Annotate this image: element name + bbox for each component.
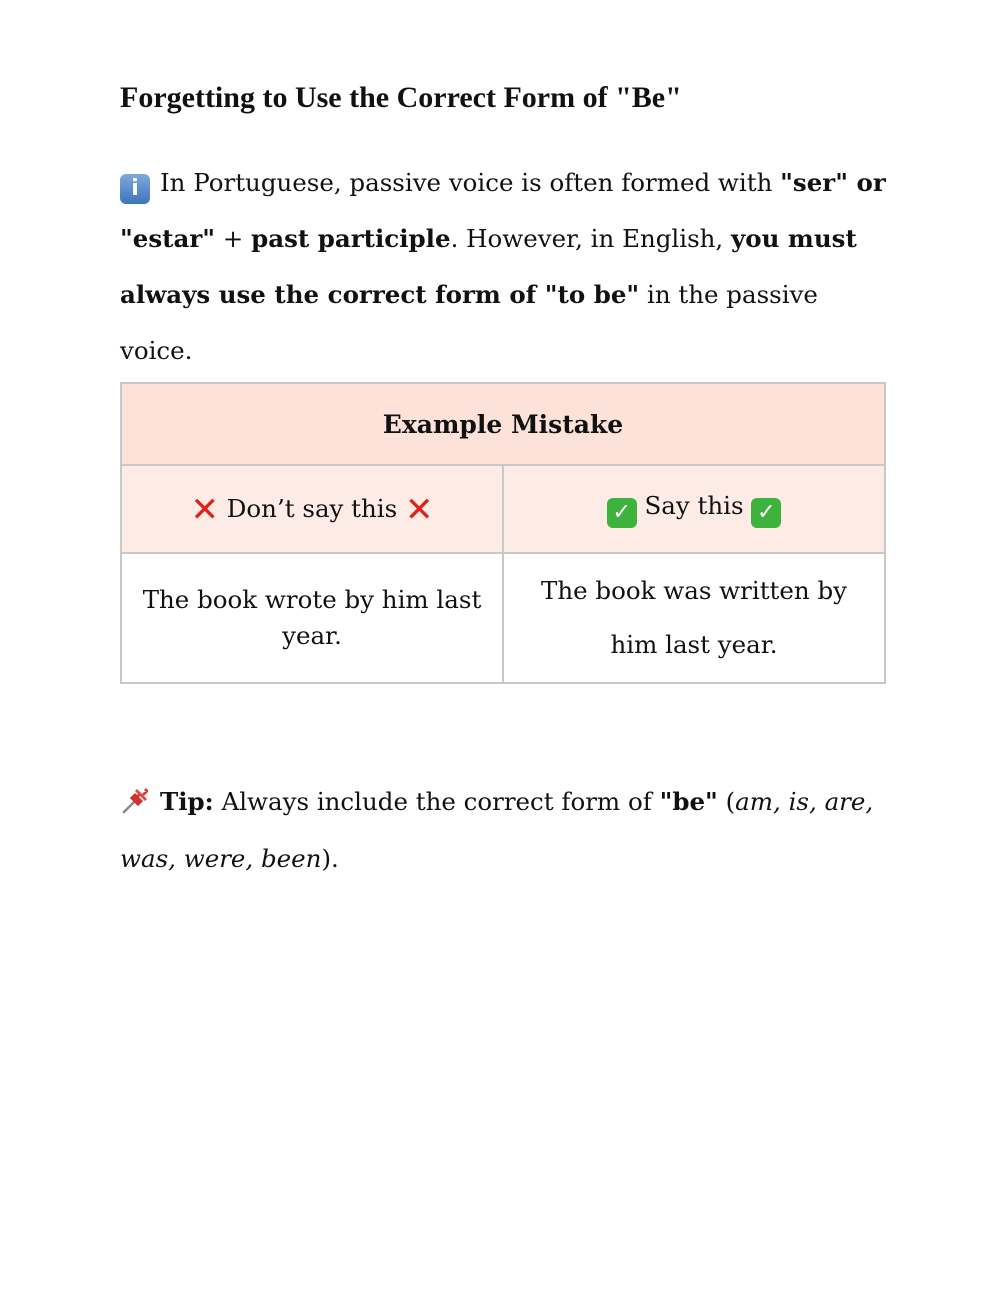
intro-bold-rule: you must always use the correct form of "to be" bbox=[120, 224, 857, 309]
tip-label: Tip: bbox=[160, 787, 214, 816]
intro-text-2: + bbox=[215, 224, 252, 253]
intro-bold-past-participle: past participle bbox=[251, 224, 451, 253]
tip-forms-list: am, is, are, was, were, been bbox=[120, 787, 874, 873]
right-example-cell: The book was written by him last year. bbox=[503, 553, 885, 683]
intro-text-4: in the passive voice. bbox=[120, 280, 818, 365]
check-mark-icon: ✓ bbox=[607, 498, 637, 528]
wrong-column-header bbox=[121, 465, 503, 553]
check-mark-icon: ✓ bbox=[751, 498, 781, 528]
intro-bold-ser-estar: "ser" or "estar" bbox=[120, 168, 886, 253]
information-icon: i bbox=[120, 174, 150, 204]
tip-text-1: Always include the correct form of bbox=[213, 787, 660, 816]
tip-bold-be: "be" bbox=[659, 787, 718, 816]
example-mistake-table bbox=[120, 382, 886, 684]
tip-text-2: ( bbox=[717, 787, 736, 816]
wrong-header-label: Don’t say this bbox=[226, 493, 398, 523]
tip-paragraph bbox=[120, 773, 886, 887]
section-heading: Forgetting to Use the Correct Form of "Be" bbox=[120, 81, 682, 114]
table-title: Example Mistake bbox=[121, 383, 885, 465]
right-header-label: Say this bbox=[644, 490, 744, 520]
tip-text-3: ). bbox=[321, 844, 339, 873]
intro-paragraph bbox=[120, 155, 886, 379]
intro-text-3: . However, in English, bbox=[450, 224, 732, 253]
cross-mark-icon: ✕ bbox=[405, 489, 434, 530]
wrong-example-cell: The book wrote by him last year. bbox=[121, 553, 503, 683]
cross-mark-icon: ✕ bbox=[190, 489, 219, 530]
pushpin-icon bbox=[120, 784, 152, 816]
right-column-header bbox=[503, 465, 885, 553]
intro-text-1: In Portuguese, passive voice is often formed with bbox=[160, 168, 781, 197]
